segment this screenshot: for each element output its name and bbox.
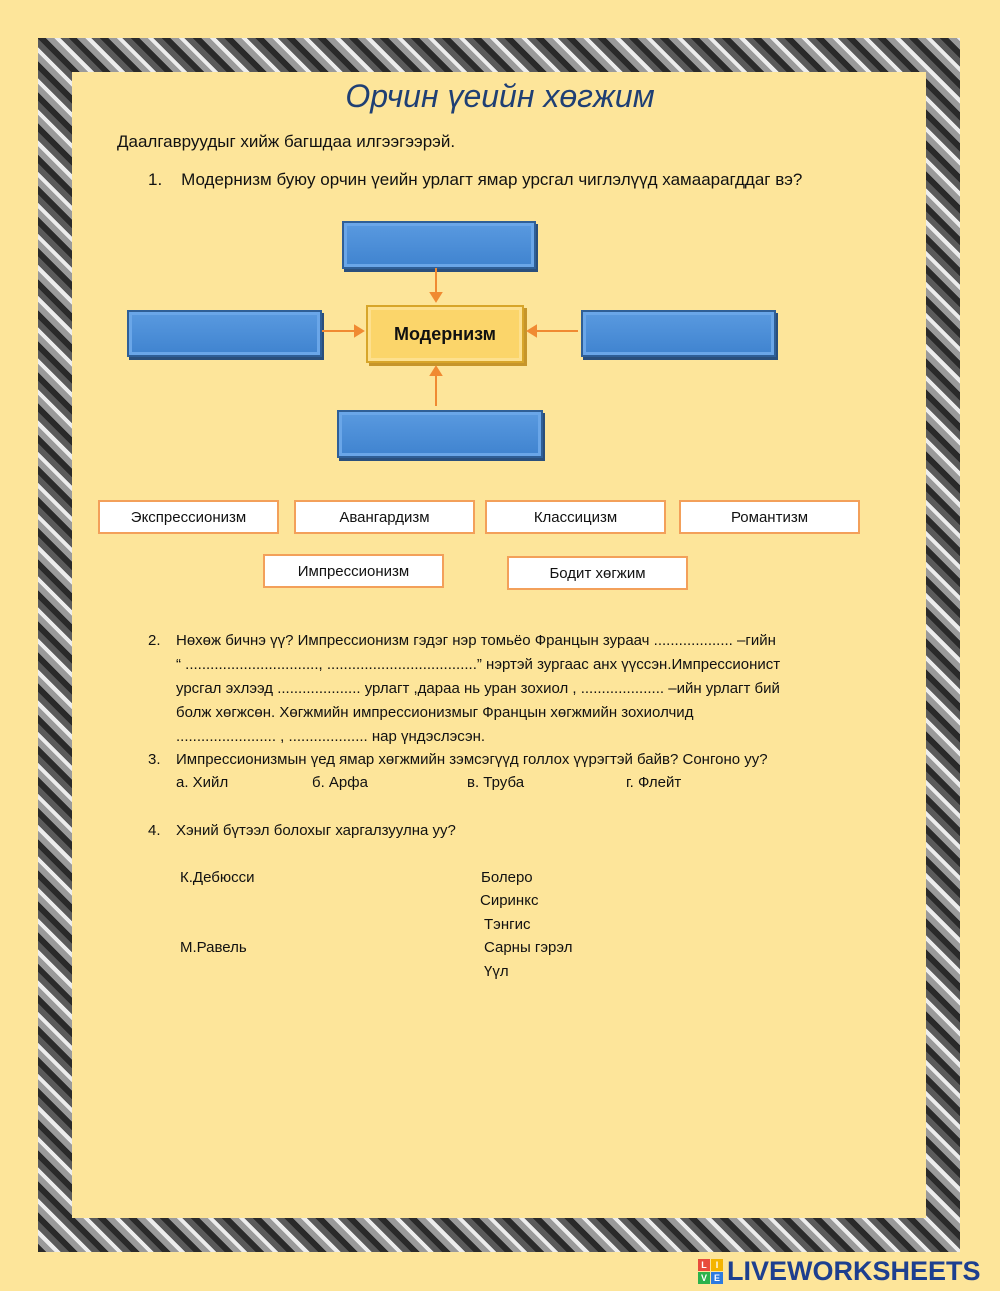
work-bolero[interactable]: Болеро [481,869,533,886]
question-1-text: Модернизм буюу орчин үеийн урлагт ямар урсгал чиглэлүүд хамаарагддаг вэ? [181,170,803,189]
logo-icon: L I V E [698,1259,723,1284]
work-sea[interactable]: Тэнгис [484,916,531,933]
question-2-line-4: болж хөгжсөн. Хөгжмийн импрессионизмыг Францын хөгжмийн зохиолчид [176,704,694,721]
question-2-line-3: урсгал эхлээд .................... урлагт ,дараа нь уран зохиол , .................... –ийн урлагт бий [176,680,780,697]
instruction-text: Даалгавруудыг хийж багшдаа илгээгээрэй. [117,132,456,151]
work-clouds[interactable]: Үүл [484,963,509,980]
logo-text: LIVEWORKSHEETS [727,1255,981,1286]
question-3-number: 3. [148,751,161,768]
modernism-center-box: Модернизм [366,305,524,363]
choice-v[interactable]: в. Труба [467,774,525,791]
choice-b[interactable]: б. Арфа [312,774,368,791]
composer-debussy[interactable]: К.Дебюсси [180,869,255,886]
option-real-music[interactable]: Бодит хөгжим [507,556,688,590]
page-title: Орчин үеийн хөгжим [345,78,655,114]
option-romanticism[interactable]: Романтизм [679,500,860,534]
option-avant-garde[interactable]: Авангардизм [294,500,475,534]
option-impressionism[interactable]: Импрессионизм [263,554,444,588]
choice-g[interactable]: г. Флейт [626,774,682,791]
question-3-text: Импрессионизмын үед ямар хөгжмийн зэмсэгүүд голлох үүрэгтэй байв? Сонгоно уу? [176,751,768,768]
work-syrinx[interactable]: Сиринкс [480,892,539,909]
question-2-line-2: “ ................................, ....................................” нэртэй зургаас анх үүссэн.Импрессионист [176,656,781,673]
choice-a[interactable]: а. Хийл [176,774,229,791]
option-classicism[interactable]: Классицизм [485,500,666,534]
question-1-number: 1. [148,170,163,189]
question-4-text: Хэний бүтээл болохыг харгалзуулна уу? [176,822,456,839]
composer-ravel[interactable]: М.Равель [180,939,247,956]
question-2-number: 2. [148,632,161,649]
question-4-number: 4. [148,822,161,839]
question-2-line-1: Нөхөж бичнэ үү? Импрессионизм гэдэг нэр томьёо Францын зураач ................... –гийн [176,632,776,649]
work-moonlight[interactable]: Сарны гэрэл [484,939,573,956]
liveworksheets-logo[interactable] [698,1256,981,1286]
option-expressionism[interactable]: Экспрессионизм [98,500,279,534]
question-2-line-5: ........................ , ................... нар үндэслэсэн. [176,728,486,745]
